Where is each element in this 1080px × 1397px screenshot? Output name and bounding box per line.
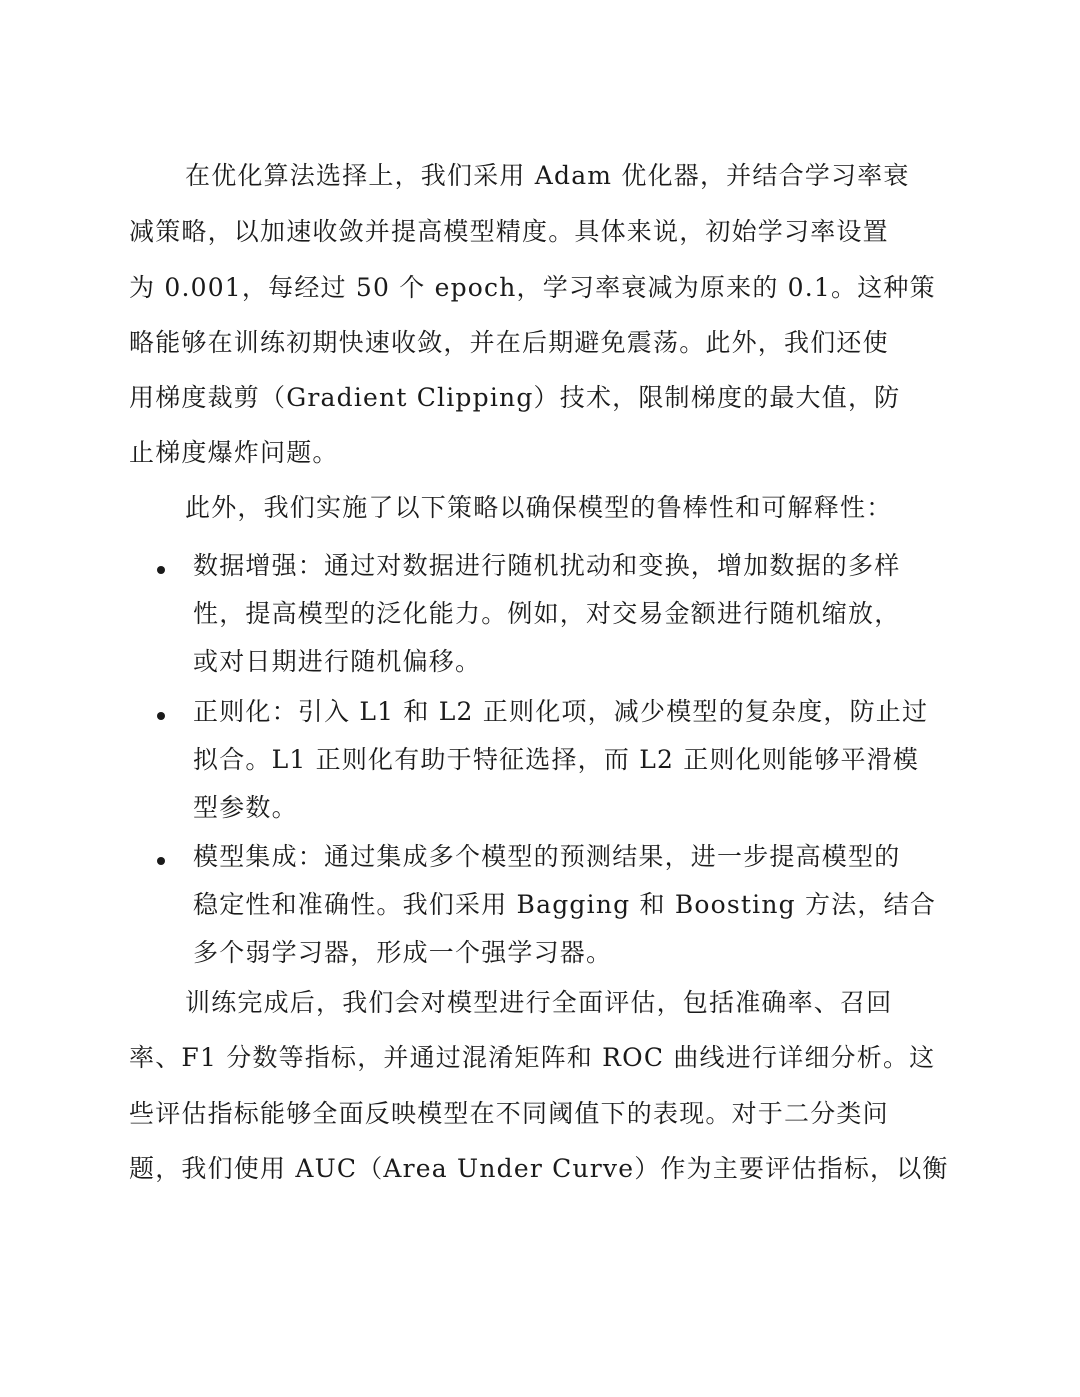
text-line: 些评估指标能够全面反映模型在不同阈值下的表现。对于二分类问: [129, 1099, 889, 1128]
text-line: 为 0.001，每经过 50 个 epoch，学习率衰减为原来的 0.1。这种策: [129, 273, 936, 302]
text-line: 多个弱学习器，形成一个强学习器。: [193, 938, 613, 967]
text-line: 稳定性和准确性。我们采用 Bagging 和 Boosting 方法，结合: [193, 890, 937, 919]
text-line: 型参数。: [193, 793, 298, 822]
text-line: 略能够在训练初期快速收敛，并在后期避免震荡。此外，我们还使: [129, 328, 889, 357]
text-line: 数据增强：通过对数据进行随机扰动和变换，增加数据的多样: [193, 551, 901, 580]
text-line: 在优化算法选择上，我们采用 Adam 优化器，并结合学习率衰: [185, 161, 910, 190]
text-line: 拟合。L1 正则化有助于特征选择，而 L2 正则化则能够平滑模: [193, 745, 920, 774]
text-line: 训练完成后，我们会对模型进行全面评估，包括准确率、召回: [185, 988, 893, 1017]
text-line: 题，我们使用 AUC（Area Under Curve）作为主要评估指标，以衡: [129, 1154, 949, 1183]
text-line: 模型集成：通过集成多个模型的预测结果，进一步提高模型的: [193, 842, 901, 871]
text-line: 或对日期进行随机偏移。: [193, 647, 482, 676]
bullet-icon: [157, 566, 165, 574]
text-line: 止梯度爆炸问题。: [129, 438, 339, 467]
text-line: 性，提高模型的泛化能力。例如，对交易金额进行随机缩放，: [193, 599, 901, 628]
text-line: 减策略，以加速收敛并提高模型精度。具体来说，初始学习率设置: [129, 217, 889, 246]
bullet-icon: [157, 857, 165, 865]
text-line: 率、F1 分数等指标，并通过混淆矩阵和 ROC 曲线进行详细分析。这: [129, 1043, 936, 1072]
bullet-icon: [157, 712, 165, 720]
text-line: 正则化：引入 L1 和 L2 正则化项，减少模型的复杂度，防止过: [193, 697, 929, 726]
text-line: 用梯度裁剪（Gradient Clipping）技术，限制梯度的最大值，防: [129, 383, 901, 412]
text-line: 此外，我们实施了以下策略以确保模型的鲁棒性和可解释性：: [185, 493, 893, 522]
